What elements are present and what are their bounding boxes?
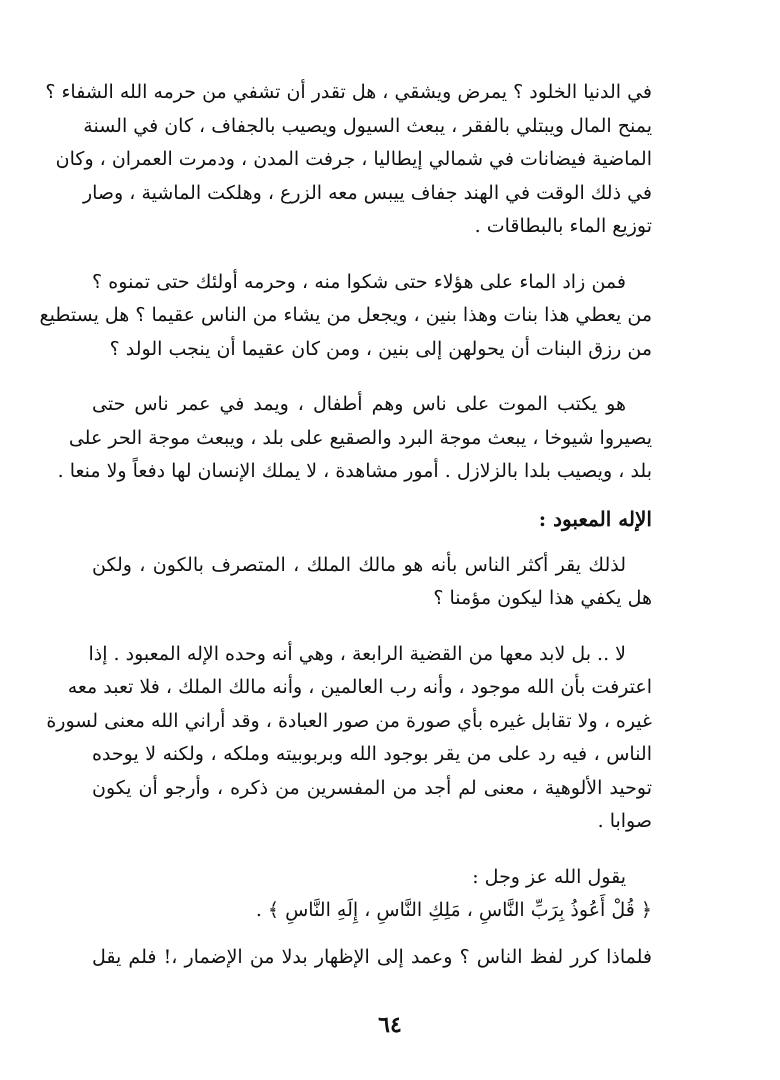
paragraph-quote xyxy=(92,861,652,928)
text-line: لذلك يقر أكثر الناس بأنه هو مالك الملك ، المتصرف بالكون ، ولكن xyxy=(92,553,626,576)
text-line: توزيع الماء بالبطاقات . xyxy=(474,215,652,237)
text-line: اعترفت بأن الله موجود ، وأنه رب العالمين ، وأنه مالك الملك ، فلا تعبد معه xyxy=(67,676,652,698)
text-line: بلد ، ويصيب بلدا بالزلازل . أمور مشاهدة ، لا يملك الإنسان لها دفعاً ولا منعا . xyxy=(57,460,652,482)
paragraph-death-life xyxy=(57,388,652,489)
paragraph-fourth-issue xyxy=(46,638,652,839)
paragraph-creation-powers xyxy=(45,76,652,244)
text-line: هو يكتب الموت على ناس وهم أطفال ، ويمد في عمر ناس حتى xyxy=(92,393,626,415)
text-line: في الدنيا الخلود ؟ يمرض ويشقي ، هل تقدر أن تشفي من حرمه الله الشفاء ؟ xyxy=(45,81,652,103)
text-line: الناس ، فيه رد على من يقر بوجود الله وبربوبيته وملكه ، ولكنه لا يوحده xyxy=(92,743,652,765)
text-line: فلماذا كرر لفظ الناس ؟ وعمد إلى الإظهار بدلا من الإضمار ،! فلم يقل xyxy=(92,946,652,968)
paragraph-is-it-enough xyxy=(92,549,652,616)
paragraph-final xyxy=(92,941,652,975)
text-line: من رزق البنات أن يحولهن إلى بنين ، ومن كان عقيما أن ينجب الولد ؟ xyxy=(109,337,652,360)
text-line: في ذلك الوقت في الهند جفاف ييبس معه الزرع ، وهلكت الماشية ، وصار xyxy=(82,181,652,204)
text-line: يصيروا شيوخا ، يبعث موجة البرد والصقيع على بلد ، ويبعث موجة الحر على xyxy=(68,426,652,449)
text-line: صوابا . xyxy=(597,810,652,832)
text-line: توحيد الألوهية ، معنى لم أجد من المفسرين من ذكره ، وأرجو أن يكون xyxy=(92,776,652,799)
page-number: ٦٤ xyxy=(378,1012,402,1038)
text-line: هل يكفي هذا ليكون مؤمنا ؟ xyxy=(433,587,652,609)
text-line: الماضية فيضانات في شمالي إيطاليا ، جرفت المدن ، ودمرت العمران ، وكان xyxy=(55,148,652,170)
quote-intro: يقول الله عز وجل : xyxy=(472,865,626,888)
quran-verse: ﴿ قُلْ أَعُوذُ بِرَبِّ النَّاسِ ، مَلِكِ النَّاسِ ، إِلَهِ النَّاسِ ﴾ . xyxy=(255,899,652,921)
page-body xyxy=(39,76,652,997)
section-heading: الإله المعبود : xyxy=(538,506,652,531)
text-line: غيره ، ولا تقابل غيره بأي صورة من صور العبادة ، وقد أراني الله معنى لسورة xyxy=(46,709,652,732)
text-line: يمنح المال ويبتلي بالفقر ، يبعث السيول ويصيب بالجفاف ، كان في السنة xyxy=(83,114,652,137)
text-line: لا .. بل لابد معها من القضية الرابعة ، وهي أنه وحده الإله المعبود . إذا xyxy=(88,642,626,665)
text-line: من يعطي هذا بنات وهذا بنين ، ويجعل من يشاء من الناس عقيما ؟ هل يستطيع xyxy=(39,304,652,326)
text-line: فمن زاد الماء على هؤلاء حتى شكوا منه ، وحرمه أولئك حتى تمنوه ؟ xyxy=(92,270,626,293)
paragraph-water-children xyxy=(39,266,652,367)
